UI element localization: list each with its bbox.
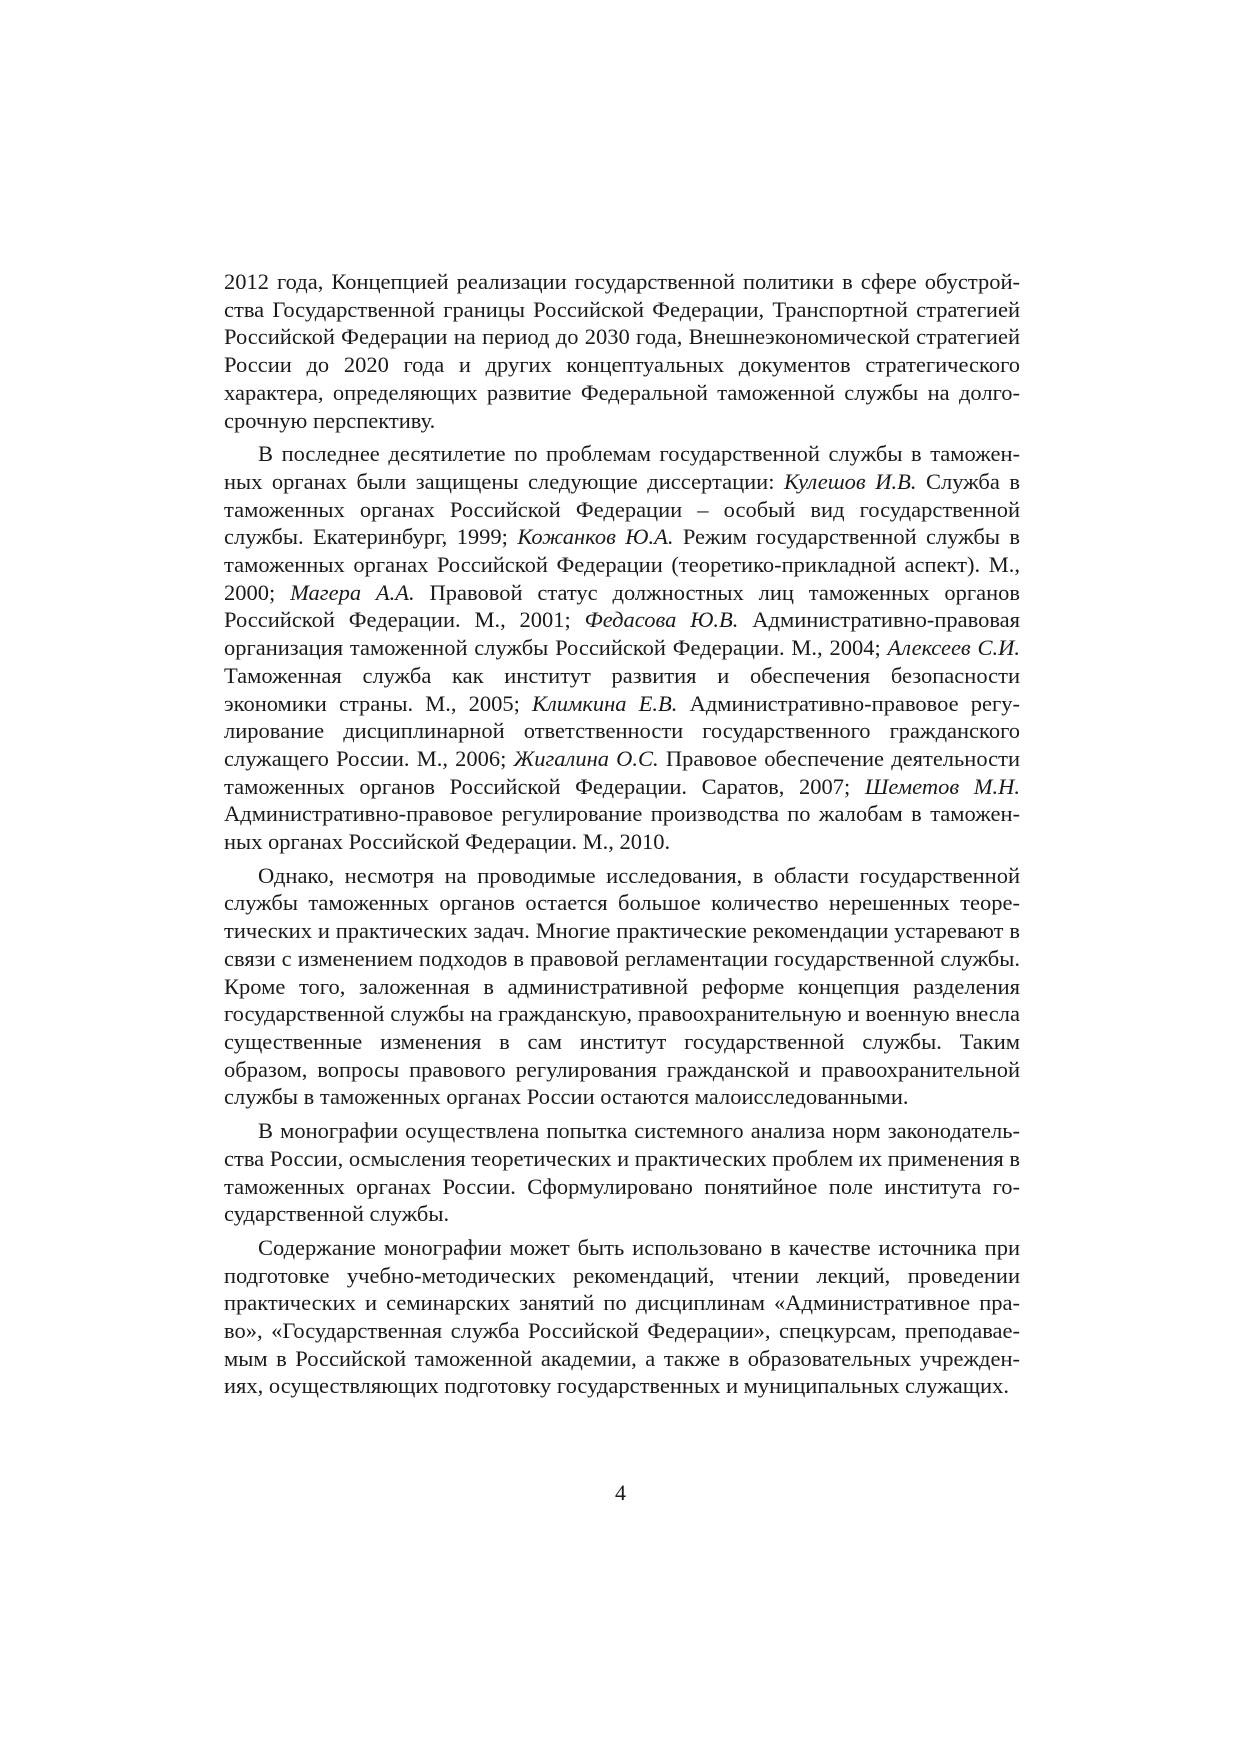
paragraph-2-text-7: Административно-правовое регулирование дисциплинарной ответственности государственного гражданского служащего России. М., 2006; <box>224 690 1020 771</box>
paragraph-2-text-3: Режим государственной службы в таможенных органах Российской Федерации (теоретико-прикладной аспект). М., 2000; <box>224 524 1020 605</box>
author-kozhankov: Кожанков Ю.А. <box>517 524 674 550</box>
author-fedasova: Федасова Ю.В. <box>584 607 739 633</box>
page-number: 4 <box>615 1480 626 1505</box>
paragraph-2-text-1: В последнее десятилетие по проблемам государственной службы в таможенных органах были защищены следующие диссертации: <box>224 441 1020 494</box>
paragraph-2-text-5: Административно-правовая организация таможенной службы Российской Федерации. М., 2004; <box>224 607 1021 661</box>
paragraph-2-text-6: Таможенная служба как институт развития и обеспечения безопасности экономики страны. М., 2005; <box>224 662 1020 716</box>
body-text <box>224 268 1020 1406</box>
author-klimkina: Климкина Е.В. <box>532 690 678 716</box>
paragraph-2-text-9: Административно-правовое регулирование производства по жалобам в таможенных органах Российской Федерации. М., 2010. <box>224 801 1020 855</box>
paragraph-4: В монографии осуществлена попытка системного анализа норм законодательства России, осмысления теоретических и практических проблем их применения в таможенных органах России. Сформулировано понятийное поле института государственной службы. <box>224 1118 1020 1227</box>
author-alekseev: Алексеев С.И. <box>887 635 1020 661</box>
author-shemetov: Шеметов М.Н. <box>864 773 1020 799</box>
paragraph-2-text-2: Служба в таможенных органах Российской Федерации – особый вид государственной службы. Екатеринбург, 1999; <box>224 468 1021 550</box>
author-zhigalina: Жигалина О.С. <box>513 745 659 771</box>
author-kuleshov: Кулешов И.В. <box>783 468 917 494</box>
author-magera: Магера А.А. <box>290 579 415 605</box>
paragraph-2 <box>224 440 1020 856</box>
paragraph-3: Однако, несмотря на проводимые исследования, в области государственной службы таможенных органов остается большое количество нерешенных теоретических и практических задач. Многие практические рекомендации устаревают в связи с изменением подходов в правовой регламентации государственной службы. Кроме того, заложенная в административной реформе концепция разделения государственной службы на гражданскую, правоохранительную и военную внесла существенные изменения в сам институт государственной службы. Таким образом, вопросы правового регулирования гражданской и правоохранительной службы в таможенных органах России остаются малоисследованными. <box>224 862 1020 1110</box>
paragraph-2-text-8: Правовое обеспечение деятельности таможенных органов Российской Федерации. Саратов, 2007; <box>224 745 1021 799</box>
paragraph-5: Содержание монографии может быть использовано в качестве источника при подготовке учебно-методических рекомендаций, чтении лекций, проведении практических и семинарских занятий по дисциплинам «Административное право», «Государственная служба Российской Федерации», спецкурсам, преподаваемым в Российской таможенной академии, а также в образовательных учреждениях, осуществляющих подготовку государственных и муниципальных служащих. <box>224 1234 1020 1399</box>
paragraph-2-text-4: Правовой статус должностных лиц таможенных органов Российской Федерации. М., 2001; <box>224 579 1020 633</box>
paragraph-1: 2012 года, Концепцией реализации государственной политики в сфере обустройства Государственной границы Российской Федерации, Транспортной стратегией Российской Федерации на период до 2030 года, Внешнеэкономической стратегией России до 2020 года и других концептуальных документов стратегического характера, определяющих развитие Федеральной таможенной службы на долгосрочную перспективу. <box>224 269 1020 433</box>
